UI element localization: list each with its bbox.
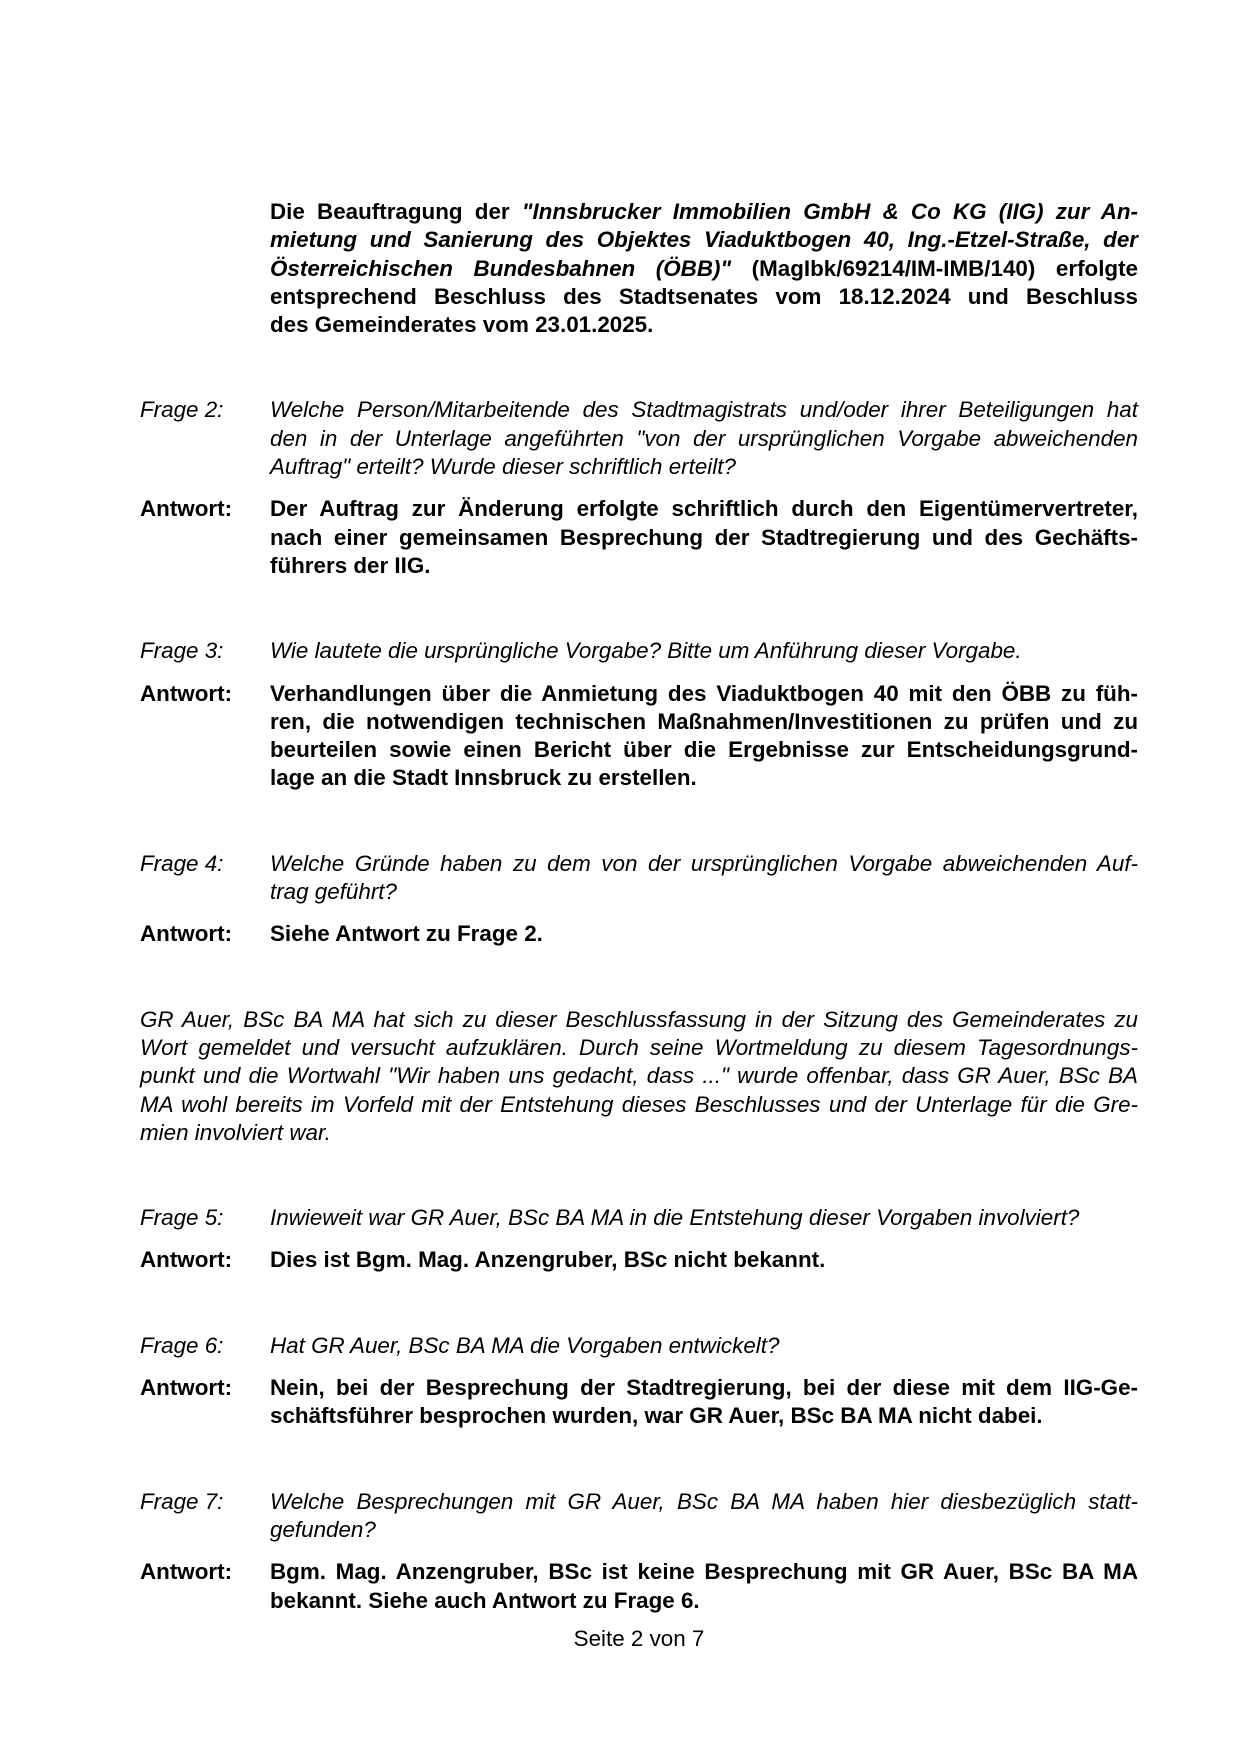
text-line (270, 1488, 1138, 1516)
text-segment: führers der IIG. (270, 552, 431, 578)
text-line (140, 1006, 1138, 1034)
text-segment: (MagIbk/69214/IM-IMB/140) erfolgte (751, 255, 1139, 281)
antwort-6 (140, 1374, 1138, 1431)
text-segment: trag geführt? (270, 879, 397, 905)
text-segment: Welche Person/Mitarbeitende des Stadtmagistrats und/oder ihrer Beteiligungen hat (270, 397, 1138, 423)
text-segment: Welche Besprechungen mit GR Auer, BSc BA MA haben hier diesbezüglich statt- (270, 1488, 1138, 1514)
text-segment: GR Auer, BSc BA MA hat sich zu dieser Beschlussfassung in der Sitzung des Gemeinderates zu (140, 1006, 1138, 1032)
text-segment: MA wohl bereits im Vorfeld mit der Entstehung dieses Beschlusses und der Unterlage für die Gre- (140, 1091, 1138, 1117)
antwort-2 (140, 495, 1138, 580)
frage-7-label: Frage 7: (140, 1488, 224, 1514)
text-segment: lage an die Stadt Innsbruck zu erstellen. (270, 765, 697, 791)
frage-4-label: Frage 4: (140, 850, 224, 876)
frage-2 (140, 396, 1138, 481)
text-line (270, 524, 1138, 552)
text-line (270, 736, 1138, 764)
antwort-2-text (270, 495, 1138, 580)
text-line (270, 255, 1138, 283)
frage-3-label: Frage 3: (140, 638, 224, 664)
text-line (270, 396, 1138, 424)
text-line (270, 226, 1138, 254)
frage-2-text (270, 396, 1138, 481)
text-segment: Wie lautete die ursprüngliche Vorgabe? Bitte um Anführung dieser Vorgabe. (270, 638, 1022, 664)
text-segment: Auftrag" erteilt? Wurde dieser schriftlich erteilt? (270, 454, 736, 480)
text-segment: schäftsführer besprochen wurden, war GR Auer, BSc BA MA nicht dabei. (270, 1403, 1043, 1429)
text-line (270, 1402, 1138, 1430)
text-line (270, 198, 1138, 226)
text-line (270, 637, 1138, 665)
text-line (270, 1587, 1138, 1615)
document-content (140, 198, 1138, 1653)
text-line (270, 495, 1138, 523)
text-line (270, 283, 1138, 311)
text-line (270, 425, 1138, 453)
text-line (270, 680, 1138, 708)
text-segment: Verhandlungen über die Anmietung des Viaduktbogen 40 mit den ÖBB zu füh- (270, 680, 1138, 706)
antwort-5-text (270, 1246, 1138, 1274)
text-segment: mietung und Sanierung des Objektes Viaduktbogen 40, Ing.-Etzel-Straße, der (270, 227, 1138, 253)
antwort-4 (140, 920, 1138, 948)
text-segment: den in der Unterlage angeführten "von der ursprünglichen Vorgabe abweichenden (270, 425, 1138, 451)
text-segment: nach einer gemeinsamen Besprechung der Stadtregierung und des Gechäfts- (270, 524, 1138, 550)
frage-6-text (270, 1332, 1138, 1360)
antwort-3-label: Antwort: (140, 680, 233, 706)
frage-6 (140, 1332, 1138, 1360)
text-segment: des Gemeinderates vom 23.01.2025. (270, 312, 654, 338)
frage-3 (140, 637, 1138, 665)
frage-5 (140, 1204, 1138, 1232)
text-segment: Welche Gründe haben zu dem von der ursprünglichen Vorgabe abweichenden Auf- (270, 850, 1138, 876)
text-segment: mien involviert war. (140, 1119, 331, 1145)
text-segment: Die Beauftragung der (270, 199, 522, 224)
text-segment: Siehe Antwort zu Frage 2. (270, 921, 543, 947)
antwort-7-text (270, 1558, 1138, 1615)
text-segment: "Innsbrucker Immobilien GmbH & Co KG (IIG) zur An- (521, 199, 1138, 224)
document-blocks (140, 198, 1138, 1615)
antwort-7 (140, 1558, 1138, 1615)
text-line (270, 878, 1138, 906)
gr-auer-commentary (140, 1006, 1138, 1147)
text-segment: Der Auftrag zur Änderung erfolgte schriftlich durch den Eigentümervertreter, (270, 496, 1138, 522)
frage-3-text (270, 637, 1138, 665)
text-line (270, 708, 1138, 736)
text-segment: ren, die notwendigen technischen Maßnahmen/Investitionen zu prüfen und zu (270, 708, 1138, 734)
text-line (270, 453, 1138, 481)
text-line (270, 1332, 1138, 1360)
text-line (140, 1119, 1138, 1147)
antwort-5 (140, 1246, 1138, 1274)
text-segment: Bgm. Mag. Anzengruber, BSc ist keine Besprechung mit GR Auer, BSc BA MA (270, 1559, 1138, 1585)
text-segment: Hat GR Auer, BSc BA MA die Vorgaben entwickelt? (270, 1332, 780, 1358)
text-line (270, 764, 1138, 792)
intro-statement-text (270, 198, 1138, 339)
antwort-7-label: Antwort: (140, 1559, 233, 1585)
text-line (270, 850, 1138, 878)
text-segment: entsprechend Beschluss des Stadtsenates vom 18.12.2024 und Beschluss (270, 283, 1138, 309)
text-segment: gefunden? (270, 1516, 376, 1542)
text-segment: Dies ist Bgm. Mag. Anzengruber, BSc nicht bekannt. (270, 1247, 826, 1273)
antwort-5-label: Antwort: (140, 1247, 233, 1273)
antwort-4-text (270, 920, 1138, 948)
frage-2-label: Frage 2: (140, 397, 224, 423)
text-segment: Inwieweit war GR Auer, BSc BA MA in die Entstehung dieser Vorgaben involviert? (270, 1205, 1080, 1231)
text-segment: Nein, bei der Besprechung der Stadtregierung, bei der diese mit dem IIG-Ge- (270, 1375, 1138, 1401)
text-line (270, 1246, 1138, 1274)
antwort-4-label: Antwort: (140, 921, 233, 947)
text-line (270, 311, 1138, 339)
antwort-6-label: Antwort: (140, 1375, 233, 1401)
frage-5-text (270, 1204, 1138, 1232)
intro-statement (140, 198, 1138, 339)
text-segment: beurteilen sowie einen Bericht über die Ergebnisse zur Entscheidungsgrund- (270, 737, 1138, 763)
text-segment: Österreichischen Bundesbahnen (ÖBB)" (270, 255, 752, 281)
antwort-3 (140, 680, 1138, 793)
frage-4-text (270, 850, 1138, 907)
antwort-2-label: Antwort: (140, 496, 233, 522)
gr-auer-commentary-text (140, 1006, 1138, 1147)
text-line (270, 1204, 1138, 1232)
antwort-3-text (270, 680, 1138, 793)
frage-7 (140, 1488, 1138, 1545)
text-line (140, 1034, 1138, 1062)
text-line (270, 552, 1138, 580)
frage-5-label: Frage 5: (140, 1205, 224, 1231)
antwort-6-text (270, 1374, 1138, 1431)
frage-7-text (270, 1488, 1138, 1545)
text-line (270, 1374, 1138, 1402)
text-line (140, 1091, 1138, 1119)
text-line (270, 920, 1138, 948)
text-segment: punkt und die Wortwahl "Wir haben uns gedacht, dass ..." wurde offenbar, dass GR Auer, BSc BA (140, 1063, 1138, 1089)
text-line (270, 1516, 1138, 1544)
text-line (140, 1062, 1138, 1090)
page-footer: Seite 2 von 7 (573, 1625, 705, 1651)
frage-6-label: Frage 6: (140, 1332, 224, 1358)
text-line (270, 1558, 1138, 1586)
text-segment: bekannt. Siehe auch Antwort zu Frage 6. (270, 1587, 700, 1613)
frage-4 (140, 850, 1138, 907)
text-segment: Wort gemeldet und versucht aufzuklären. Durch seine Wortmeldung zu diesem Tagesordnungs- (140, 1034, 1138, 1060)
